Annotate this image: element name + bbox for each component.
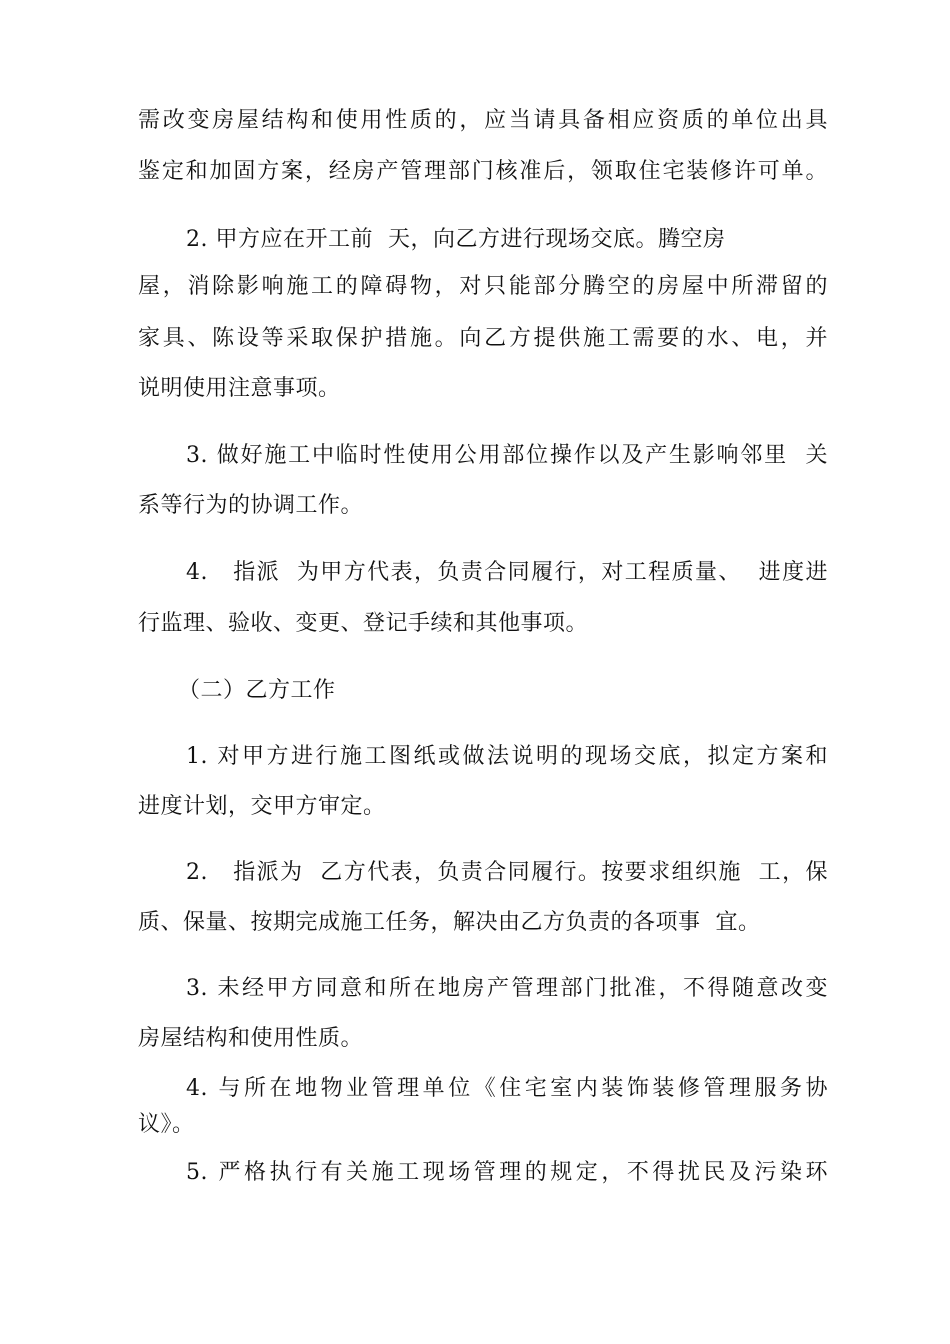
party-a-item-3-line-2: 系等行为的协调工作。	[138, 493, 364, 518]
party-b-item-2-line-2: 质、保量、按期完成施工任务，解决由乙方负责的各项事 宜。	[138, 910, 761, 935]
party-b-heading: （二）乙方工作	[178, 678, 336, 703]
party-a-item-2-line-1: 2. 甲方应在开工前 天，向乙方进行现场交底。腾空房	[186, 227, 726, 252]
party-a-item-4-line-2: 行监理、验收、变更、登记手续和其他事项。	[138, 611, 589, 636]
party-a-item-4-line-1: 4. 指派 为甲方代表，负责合同履行，对工程质量、 进度进	[186, 560, 828, 585]
party-b-item-3-line-1: 3. 未经甲方同意和所在地房产管理部门批准，不得随意改变	[186, 976, 828, 1001]
party-b-item-1-line-1: 1. 对甲方进行施工图纸或做法说明的现场交底，拟定方案和	[186, 744, 828, 769]
party-a-item-3-line-1: 3. 做好施工中临时性使用公用部位操作以及产生影响邻里 关	[186, 443, 828, 468]
party-b-item-1-line-2: 进度计划，交甲方审定。	[138, 794, 386, 819]
intro-line-1: 需改变房屋结构和使用性质的，应当请具备相应资质的单位出具	[138, 108, 828, 133]
party-b-item-4-line-1: 4. 与所在地物业管理单位《住宅室内装饰装修管理服务协	[186, 1076, 828, 1101]
party-a-item-2-line-2: 屋，消除影响施工的障碍物，对只能部分腾空的房屋中所滞留的	[138, 274, 828, 299]
party-b-item-3-line-2: 房屋结构和使用性质。	[138, 1026, 364, 1051]
party-a-item-2-line-4: 说明使用注意事项。	[138, 376, 341, 401]
intro-line-2: 鉴定和加固方案，经房产管理部门核准后，领取住宅装修许可单。	[138, 159, 828, 184]
party-b-item-5-line-1: 5. 严格执行有关施工现场管理的规定，不得扰民及污染环	[186, 1160, 828, 1185]
party-b-item-4-line-2: 议》。	[138, 1112, 195, 1137]
party-b-item-2-line-1: 2. 指派为 乙方代表，负责合同履行。按要求组织施 工，保	[186, 860, 828, 885]
party-a-item-2-line-3: 家具、陈设等采取保护措施。向乙方提供施工需要的水、电，并	[138, 326, 828, 351]
